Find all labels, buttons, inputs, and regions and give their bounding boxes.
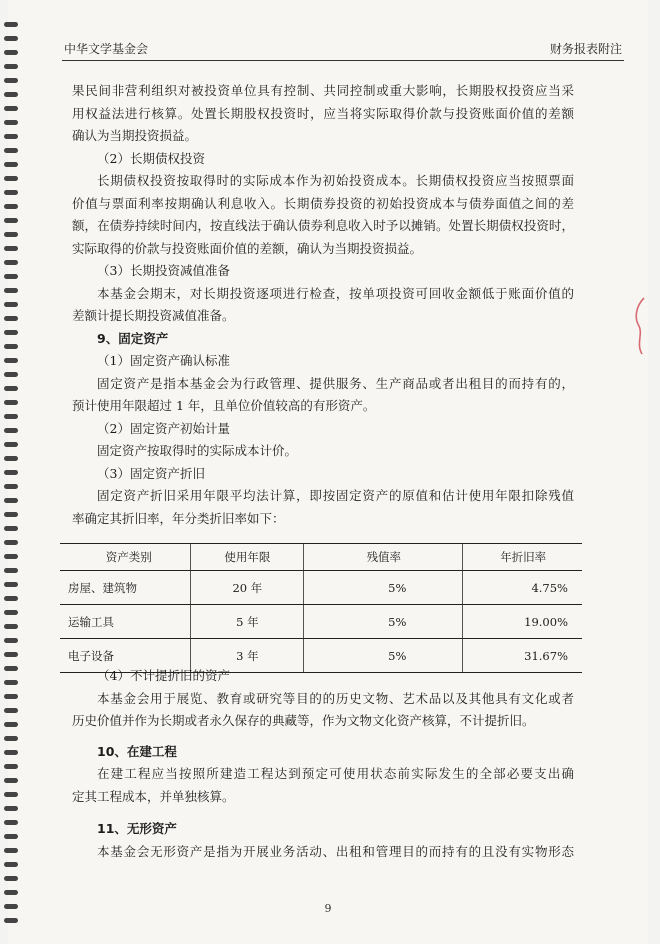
binding-ring [4, 554, 18, 559]
binding-ring [4, 92, 18, 97]
binding-ring [4, 316, 18, 321]
binding-ring [4, 708, 18, 713]
subheading: （2）长期债权投资 [97, 150, 205, 166]
column-header: 残值率 [304, 544, 463, 571]
body-text-top [72, 80, 574, 530]
document-page [8, 0, 648, 944]
binding-ring [4, 162, 18, 167]
subheading: （1）固定资产确认标准 [97, 353, 230, 368]
table-cell: 19.00% [463, 605, 582, 639]
table-cell: 房屋、建筑物 [60, 571, 191, 605]
paragraph-line: 预计使用年限超过 1 年，且单位价值较高的有形资产。 [72, 398, 376, 413]
binding-ring [4, 750, 18, 755]
paragraph-line: 定其工程成本，并单独核算。 [72, 788, 235, 804]
table-cell: 5% [304, 571, 463, 605]
section-heading: 9、固定资产 [97, 330, 169, 346]
binding-ring [4, 652, 18, 657]
binding-ring [4, 78, 18, 83]
table-cell: 5% [304, 605, 463, 639]
binding-ring [4, 22, 18, 27]
table-cell: 20 年 [191, 571, 304, 605]
binding-ring [4, 540, 18, 545]
binding-ring [4, 106, 18, 111]
binding-ring [4, 806, 18, 811]
binding-ring [4, 778, 18, 783]
paragraph-line: 本基金会无形资产是指为开展业务活动、出租和管理目的而持有的且没有实物形态 [97, 843, 574, 859]
column-header: 使用年限 [191, 544, 304, 571]
table-cell: 5 年 [191, 605, 304, 639]
paragraph-line: 固定资产按取得时的实际成本计价。 [97, 443, 298, 458]
binding-ring [4, 694, 18, 699]
binding-ring [4, 148, 18, 153]
binding-ring [4, 120, 18, 125]
binding-ring [4, 526, 18, 531]
binding-ring [4, 190, 18, 195]
paragraph-line: 固定资产是指本基金会为行政管理、提供服务、生产商品或者出租目的而持有的， [97, 375, 574, 391]
binding-ring [4, 848, 18, 853]
binding-ring [4, 232, 18, 237]
depreciation-table [60, 543, 582, 673]
paragraph-line: 确认为当期投资损益。 [72, 128, 198, 143]
binding-ring [4, 918, 18, 923]
binding-ring [4, 260, 18, 265]
binding-ring [4, 820, 18, 825]
binding-ring [4, 610, 18, 615]
binding-ring [4, 890, 18, 895]
binding-ring [4, 386, 18, 391]
binding-ring [4, 722, 18, 727]
subheading: （4）不计提折旧的资产 [97, 668, 230, 683]
paragraph-line: 差额计提长期投资减值准备。 [72, 308, 235, 323]
header-rule [62, 60, 624, 61]
binding-ring [4, 64, 18, 69]
header-section: 财务报表附注 [549, 42, 622, 56]
table-cell: 3 年 [191, 639, 304, 673]
binding-ring [4, 50, 18, 55]
binding-ring [4, 834, 18, 839]
binding-ring [4, 302, 18, 307]
binding-ring [4, 470, 18, 475]
paragraph-line: 本基金会期末，对长期投资逐项进行检查，按单项投资可回收金额低于账面价值的 [97, 285, 574, 301]
binding-ring [4, 442, 18, 447]
paragraph-line: 历史价值并作为长期或者永久保存的典藏等，作为文物文化资产核算，不计提折旧。 [72, 713, 535, 728]
paragraph-line: 固定资产折旧采用年限平均法计算，即按固定资产的原值和估计使用年限扣除残值 [97, 488, 574, 503]
binding-ring [4, 498, 18, 503]
binding-ring [4, 246, 18, 251]
table-cell: 4.75% [463, 571, 582, 605]
binding-ring [4, 764, 18, 769]
table-row [60, 605, 582, 639]
paragraph-line: 实际取得的价款与投资账面价值的差额，确认为当期投资损益。 [72, 240, 423, 256]
red-stamp-edge [630, 296, 646, 356]
subheading: （2）固定资产初始计量 [97, 420, 230, 436]
section-heading: 10、在建工程 [97, 743, 177, 759]
binding-ring [4, 582, 18, 587]
table-cell: 5% [304, 639, 463, 673]
subheading: （3）固定资产折旧 [97, 465, 205, 481]
paragraph-line: 本基金会用于展览、教育或研究等目的的历史文物、艺术品以及其他具有文化或者 [97, 690, 574, 706]
binding-ring [4, 176, 18, 181]
binding-ring [4, 330, 18, 335]
binding-ring [4, 638, 18, 643]
binding-ring [4, 568, 18, 573]
binding-ring [4, 36, 18, 41]
paragraph-line: 果民间非营利组织对被投资单位具有控制、共同控制或重大影响，长期股权投资应当采 [72, 83, 574, 98]
binding-ring [4, 484, 18, 489]
binding-ring [4, 736, 18, 741]
paragraph-line: 额，在债券持续时间内，按直线法于确认债券利息收入时予以摊销。处置长期债权投资时， [72, 218, 574, 233]
binding-ring [4, 666, 18, 671]
column-header: 资产类别 [60, 544, 191, 571]
binding-ring [4, 862, 18, 867]
binding-ring [4, 288, 18, 293]
binding-ring [4, 596, 18, 601]
binding-ring [4, 274, 18, 279]
binding-ring [4, 680, 18, 685]
binding-ring [4, 512, 18, 517]
binding-ring [4, 428, 18, 433]
column-header: 年折旧率 [463, 544, 582, 571]
page-number: 9 [324, 902, 332, 915]
binding-ring [4, 344, 18, 349]
binding-ring [4, 204, 18, 209]
binding-ring [4, 456, 18, 461]
binding-ring [4, 134, 18, 139]
binding-ring [4, 372, 18, 377]
binding-ring [4, 876, 18, 881]
body-text-bottom [72, 665, 574, 863]
binding-ring [4, 792, 18, 797]
table-header-row [60, 544, 582, 571]
table-cell: 电子设备 [60, 639, 191, 673]
paragraph-line: 价值与票面利率按期确认利息收入。长期债券投资的初始投资成本与债券面值之间的差 [72, 195, 574, 211]
subheading: （3）长期投资减值准备 [97, 263, 230, 278]
section-heading: 11、无形资产 [97, 821, 177, 836]
paragraph-line: 用权益法进行核算。处置长期股权投资时，应当将实际取得价款与投资账面价值的差额 [72, 105, 574, 121]
table-row [60, 571, 582, 605]
paragraph-line: 在建工程应当按照所建造工程达到预定可使用状态前实际发生的全部必要支出确 [97, 766, 574, 781]
binding-ring [4, 624, 18, 629]
paragraph-line: 率确定其折旧率，年分类折旧率如下： [72, 510, 285, 526]
binding-ring [4, 358, 18, 363]
paragraph-line: 长期债权投资按取得时的实际成本作为初始投资成本。长期债权投资应当按照票面 [97, 173, 574, 188]
binding-ring [4, 400, 18, 405]
binding-ring [4, 218, 18, 223]
table-cell: 运输工具 [60, 605, 191, 639]
table-cell: 31.67% [463, 639, 582, 673]
binding-ring [4, 414, 18, 419]
header-org: 中华文学基金会 [64, 42, 149, 56]
